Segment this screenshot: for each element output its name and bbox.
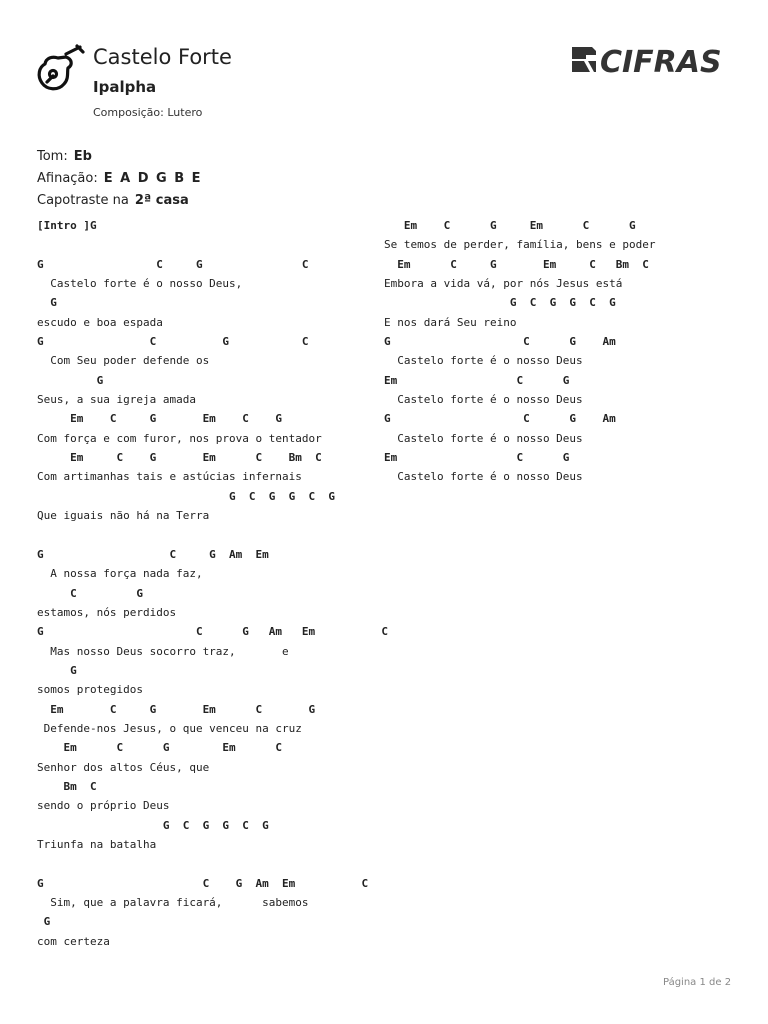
chord-line[interactable]: G C G Am	[384, 412, 616, 426]
lyric-line: Triunfa na batalha	[37, 838, 157, 851]
chord-line[interactable]: G C G Am	[384, 335, 616, 349]
lyric-line	[37, 854, 388, 873]
afinacao-label: Afinação:	[37, 171, 98, 186]
chord-line[interactable]: Em C G	[384, 373, 570, 387]
chord-line[interactable]: Em C G Em C Bm C	[384, 257, 649, 271]
capo-label: Capotraste na	[37, 193, 129, 208]
logo-text: CIFRAS	[600, 45, 722, 76]
lyric-line: somos protegidos	[37, 683, 143, 697]
chord-line[interactable]: G C G G C G	[384, 296, 616, 310]
lyric-line: Castelo forte é o nosso Deus,	[37, 277, 243, 291]
lyric-line: com certeza	[37, 934, 110, 948]
lyric-line: Seus, a sua igreja amada	[37, 393, 196, 407]
lyric-line: Com Seu poder defende os	[37, 354, 210, 368]
lyric-line: Castelo forte é o nosso Deus	[384, 354, 583, 368]
lyric-line	[37, 235, 388, 254]
chord-line[interactable]: G	[37, 373, 104, 387]
chord-line[interactable]: Em C G Em C	[37, 741, 283, 755]
chord-line[interactable]: G C G C	[37, 335, 309, 349]
lyric-line: Mas nosso Deus socorro traz, e	[37, 644, 289, 658]
tom-label: Tom:	[37, 149, 68, 164]
guitar-icon	[36, 44, 86, 94]
lyric-line: A nossa força nada faz,	[37, 567, 203, 581]
chord-line[interactable]: Em C G Em C G	[37, 702, 316, 716]
lyric-line: Senhor dos altos Céus, que	[37, 760, 210, 774]
lyrics-column-right	[384, 216, 656, 487]
lyric-line: Defende-nos Jesus, o que venceu na cruz	[37, 721, 302, 735]
tuning-info	[37, 171, 202, 186]
lyrics-column-left	[37, 216, 388, 951]
lyric-line: E nos dará Seu reino	[384, 315, 517, 329]
chord-line[interactable]: G C G C	[37, 257, 309, 271]
lyric-line: Se temos de perder, família, bens e poder	[384, 238, 656, 252]
lyric-line: Embora a vida vá, por nós Jesus está	[384, 277, 623, 291]
page-number: Página 1 de 2	[663, 977, 732, 988]
lyric-line: Castelo forte é o nosso Deus	[384, 470, 583, 484]
lyric-line: estamos, nós perdidos	[37, 605, 177, 619]
chord-line[interactable]: C G	[37, 586, 143, 600]
chord-line[interactable]: G C G Am Em C	[37, 876, 369, 890]
lyric-line: sendo o próprio Deus	[37, 799, 170, 813]
lyric-line: Castelo forte é o nosso Deus	[384, 431, 583, 445]
tom-value: Eb	[73, 149, 92, 164]
chord-line[interactable]: G C G G C G	[37, 489, 336, 503]
lyric-line: Com artimanhas tais e astúcias infernais	[37, 470, 302, 484]
chord-line[interactable]: [Intro ]G	[37, 219, 97, 232]
capo-info	[37, 193, 189, 208]
afinacao-value: E A D G B E	[103, 171, 203, 186]
cifras-logo-icon[interactable]	[570, 42, 735, 76]
chord-line[interactable]: Em C G	[384, 451, 570, 465]
chord-line[interactable]: G	[37, 663, 77, 677]
song-title: Castelo Forte	[93, 45, 232, 69]
chord-line[interactable]: Em C G Em C G	[384, 219, 636, 232]
chord-line[interactable]: Em C G Em C G	[37, 412, 283, 426]
artist-name[interactable]: Ipalpha	[93, 78, 157, 96]
chord-line[interactable]: G C G G C G	[37, 818, 269, 832]
key-info	[37, 149, 92, 164]
chord-line[interactable]: G	[37, 296, 57, 310]
chord-line[interactable]: Bm C	[37, 779, 97, 793]
lyric-line: Castelo forte é o nosso Deus	[384, 393, 583, 407]
chord-line[interactable]: Em C G Em C Bm C	[37, 451, 322, 465]
lyric-line: Com força e com furor, nos prova o tentador	[37, 431, 322, 445]
lyric-line: escudo e boa espada	[37, 315, 163, 329]
lyric-line: Sim, que a palavra ficará, sabemos	[37, 896, 309, 910]
capo-value: 2ª casa	[134, 193, 189, 208]
lyric-line	[37, 526, 388, 545]
composer-credit: Composição: Lutero	[93, 106, 203, 119]
lyric-line: Que iguais não há na Terra	[37, 509, 210, 523]
chord-line[interactable]: G	[37, 915, 51, 929]
chord-line[interactable]: G C G Am Em C	[37, 625, 388, 639]
chord-line[interactable]: G C G Am Em	[37, 547, 269, 561]
